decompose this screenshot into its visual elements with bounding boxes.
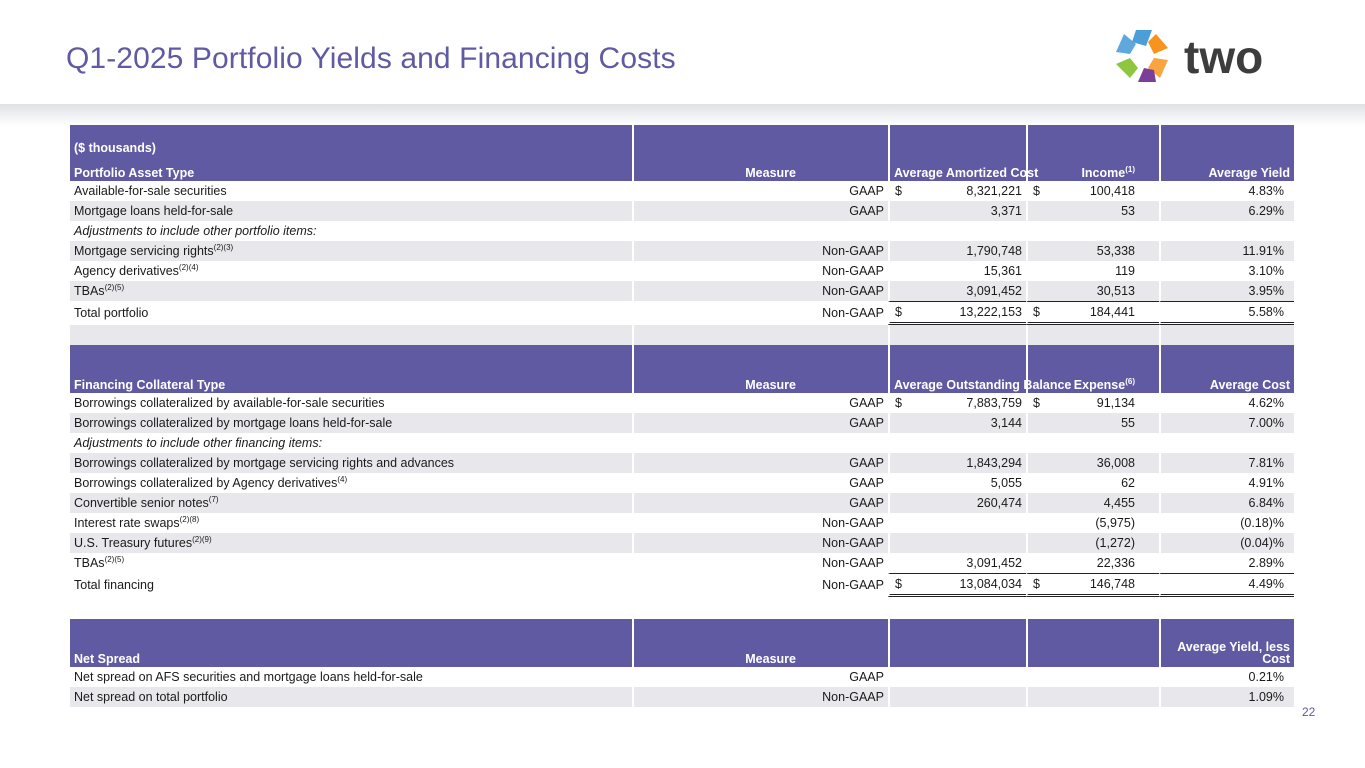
row-measure bbox=[632, 221, 888, 241]
row-amount-text: 100,418 bbox=[1089, 184, 1135, 198]
row-amount bbox=[1026, 221, 1159, 241]
row-balance bbox=[888, 553, 1026, 573]
rate-header-text: Average Cost bbox=[1209, 378, 1290, 392]
row-empty-2 bbox=[1026, 667, 1159, 687]
type-header-text: Net Spread bbox=[74, 652, 140, 666]
row-balance-text: 5,055 bbox=[990, 476, 1022, 490]
row-balance-text: 8,321,221 bbox=[966, 184, 1022, 198]
dollar-sign: $ bbox=[895, 184, 902, 198]
portfolio-type-header bbox=[70, 125, 632, 181]
row-balance bbox=[888, 453, 1026, 473]
row-rate bbox=[1159, 241, 1294, 261]
amount-header-text: Expense bbox=[1073, 378, 1126, 392]
row-label-text: Adjustments to include other financing items: bbox=[74, 436, 323, 450]
row-label-text: Interest rate swaps bbox=[74, 516, 180, 530]
type-header-text: Portfolio Asset Type bbox=[74, 166, 195, 180]
row-measure-text: Non-GAAP bbox=[822, 306, 884, 320]
row-measure bbox=[632, 667, 888, 687]
row-rate bbox=[1159, 301, 1294, 325]
row-label-text: Agency derivatives bbox=[74, 264, 179, 278]
row-balance bbox=[888, 493, 1026, 513]
row-rate bbox=[1159, 261, 1294, 281]
dollar-sign: $ bbox=[1033, 396, 1040, 410]
row-balance bbox=[888, 261, 1026, 281]
row-label bbox=[70, 533, 632, 553]
row-label bbox=[70, 201, 632, 221]
row-measure bbox=[632, 493, 888, 513]
row-footnote: (2)(3) bbox=[213, 243, 234, 252]
table-row bbox=[70, 201, 1294, 221]
row-rate-text: 11.91% bbox=[1242, 244, 1284, 258]
balance-header-text: Average Outstanding Balance bbox=[894, 378, 1072, 392]
table-row bbox=[70, 453, 1294, 473]
row-rate-text: 6.84% bbox=[1248, 496, 1284, 510]
row-balance-text: 15,361 bbox=[983, 264, 1022, 278]
type-header-text: Financing Collateral Type bbox=[74, 378, 226, 392]
row-balance-text: 3,091,452 bbox=[966, 284, 1022, 298]
row-rate-text: 7.00% bbox=[1248, 416, 1284, 430]
row-measure-text: Non-GAAP bbox=[822, 536, 884, 550]
row-rate bbox=[1159, 181, 1294, 201]
row-rate bbox=[1159, 667, 1294, 687]
row-measure-text: Non-GAAP bbox=[822, 578, 884, 592]
table-row bbox=[70, 553, 1294, 573]
row-label-text: Mortgage loans held-for-sale bbox=[74, 204, 234, 218]
row-amount bbox=[1026, 573, 1159, 597]
financing-rate-header bbox=[1159, 345, 1294, 393]
row-measure-text: Non-GAAP bbox=[822, 690, 884, 704]
row-label-text: Total financing bbox=[74, 578, 154, 592]
row-amount-text: 55 bbox=[1121, 416, 1135, 430]
row-amount-text: 146,748 bbox=[1089, 577, 1135, 591]
row-label-text: Borrowings collateralized by mortgage servicing rights and advances bbox=[74, 456, 455, 470]
row-measure bbox=[632, 513, 888, 533]
table-row bbox=[70, 473, 1294, 493]
row-amount-text: 62 bbox=[1121, 476, 1135, 490]
row-label-text: Net spread on AFS securities and mortgage loans held-for-sale bbox=[74, 670, 423, 684]
row-balance-text: 260,474 bbox=[976, 496, 1022, 510]
row-amount bbox=[1026, 241, 1159, 261]
row-amount bbox=[1026, 533, 1159, 553]
row-rate-text: 7.81% bbox=[1248, 456, 1284, 470]
row-balance bbox=[888, 573, 1026, 597]
row-rate bbox=[1159, 393, 1294, 413]
spread-empty-header-1 bbox=[888, 619, 1026, 667]
financing-type-header bbox=[70, 345, 632, 393]
row-rate-text: 6.29% bbox=[1248, 204, 1284, 218]
row-measure-text: GAAP bbox=[849, 670, 884, 684]
row-balance bbox=[888, 241, 1026, 261]
row-empty-1 bbox=[888, 667, 1026, 687]
row-rate bbox=[1159, 687, 1294, 707]
total-row bbox=[70, 573, 1294, 597]
row-measure-text: Non-GAAP bbox=[822, 264, 884, 278]
portfolio-balance-header bbox=[888, 125, 1039, 181]
row-amount-text: 36,008 bbox=[1096, 456, 1135, 470]
row-measure-text: Non-GAAP bbox=[822, 516, 884, 530]
table-row bbox=[70, 493, 1294, 513]
row-footnote: (2)(5) bbox=[104, 283, 125, 292]
units-label: ($ thousands) bbox=[74, 141, 156, 155]
table-row bbox=[70, 261, 1294, 281]
row-amount bbox=[1026, 281, 1159, 301]
balance-header-text: Average Amortized Cost bbox=[894, 166, 1039, 180]
row-balance bbox=[888, 533, 1026, 553]
row-label bbox=[70, 281, 632, 301]
row-balance-text: 13,084,034 bbox=[959, 577, 1022, 591]
row-rate-text: 3.95% bbox=[1248, 284, 1284, 298]
row-label bbox=[70, 241, 632, 261]
measure-header-text: Measure bbox=[745, 166, 796, 180]
row-amount bbox=[1026, 261, 1159, 281]
row-rate-text: 4.91% bbox=[1248, 476, 1284, 490]
row-label bbox=[70, 413, 632, 433]
row-label-text: TBAs bbox=[74, 284, 105, 298]
row-footnote: (4) bbox=[337, 475, 348, 484]
row-amount-text: 30,513 bbox=[1096, 284, 1135, 298]
row-rate-text: 5.58% bbox=[1248, 305, 1284, 319]
portfolio-measure-header bbox=[632, 125, 888, 181]
row-label bbox=[70, 473, 632, 493]
financing-balance-header bbox=[888, 345, 1072, 393]
row-amount-text: 91,134 bbox=[1096, 396, 1135, 410]
row-rate-text: 0.21% bbox=[1248, 670, 1284, 684]
row-amount-text: 53 bbox=[1121, 204, 1135, 218]
row-measure-text: GAAP bbox=[849, 396, 884, 410]
table-row bbox=[70, 221, 1294, 241]
row-measure bbox=[632, 553, 888, 573]
row-measure-text: GAAP bbox=[849, 476, 884, 490]
spread-header-row bbox=[70, 619, 1294, 667]
row-balance-text: 1,790,748 bbox=[966, 244, 1022, 258]
row-measure bbox=[632, 281, 888, 301]
row-amount-text: (1,272) bbox=[1095, 536, 1135, 550]
row-rate-text: 4.49% bbox=[1248, 577, 1284, 591]
table-row bbox=[70, 241, 1294, 261]
financing-measure-header bbox=[632, 345, 888, 393]
row-amount-text: 53,338 bbox=[1096, 244, 1135, 258]
dollar-sign: $ bbox=[895, 577, 902, 591]
row-amount bbox=[1026, 393, 1159, 413]
row-label bbox=[70, 493, 632, 513]
row-amount bbox=[1026, 493, 1159, 513]
row-rate-text: 1.09% bbox=[1248, 690, 1284, 704]
table-row bbox=[70, 667, 1294, 687]
portfolio-rate-header bbox=[1159, 125, 1294, 181]
row-measure-text: Non-GAAP bbox=[822, 244, 884, 258]
row-balance bbox=[888, 413, 1026, 433]
row-balance bbox=[888, 201, 1026, 221]
row-amount-text: 22,336 bbox=[1096, 556, 1135, 570]
row-amount bbox=[1026, 301, 1159, 325]
table-row bbox=[70, 393, 1294, 413]
row-label-text: TBAs bbox=[74, 556, 105, 570]
row-balance-text: 1,843,294 bbox=[966, 456, 1022, 470]
row-amount bbox=[1026, 453, 1159, 473]
spacer-row bbox=[70, 597, 1294, 619]
row-balance-text: 3,144 bbox=[990, 416, 1022, 430]
row-measure-text: Non-GAAP bbox=[822, 556, 884, 570]
row-balance bbox=[888, 473, 1026, 493]
row-label-text: U.S. Treasury futures bbox=[74, 536, 193, 550]
rate-header-text: Average Yield, less Cost bbox=[1177, 640, 1290, 666]
row-rate bbox=[1159, 473, 1294, 493]
row-measure bbox=[632, 687, 888, 707]
table-row bbox=[70, 413, 1294, 433]
row-balance bbox=[888, 281, 1026, 301]
row-measure-text: Non-GAAP bbox=[822, 284, 884, 298]
row-label bbox=[70, 513, 632, 533]
row-measure bbox=[632, 241, 888, 261]
financing-header-row bbox=[70, 345, 1294, 393]
row-rate bbox=[1159, 573, 1294, 597]
row-footnote: (2)(5) bbox=[104, 555, 125, 564]
page-title: Q1-2025 Portfolio Yields and Financing Costs bbox=[66, 42, 676, 75]
row-empty-2 bbox=[1026, 687, 1159, 707]
portfolio-header-row bbox=[70, 125, 1294, 181]
row-measure bbox=[632, 453, 888, 473]
row-rate bbox=[1159, 433, 1294, 453]
row-label bbox=[70, 687, 632, 707]
row-amount-text: (5,975) bbox=[1095, 516, 1135, 530]
row-balance-text: 3,371 bbox=[990, 204, 1022, 218]
rate-header-text: Average Yield bbox=[1208, 166, 1290, 180]
header-band bbox=[0, 104, 1365, 126]
row-amount bbox=[1026, 553, 1159, 573]
dollar-sign: $ bbox=[895, 305, 902, 319]
row-label-text: Adjustments to include other portfolio items: bbox=[74, 224, 317, 238]
total-row bbox=[70, 301, 1294, 325]
row-footnote: (2)(4) bbox=[178, 263, 199, 272]
row-rate bbox=[1159, 533, 1294, 553]
row-rate-text: 4.83% bbox=[1248, 184, 1284, 198]
table-row bbox=[70, 281, 1294, 301]
row-amount bbox=[1026, 413, 1159, 433]
spread-empty-header-2 bbox=[1026, 619, 1159, 667]
row-amount-text: 119 bbox=[1115, 264, 1135, 278]
row-amount bbox=[1026, 201, 1159, 221]
two-logo bbox=[1112, 26, 1292, 86]
row-label-text: Borrowings collateralized by mortgage loans held-for-sale bbox=[74, 416, 393, 430]
spread-measure-header bbox=[632, 619, 888, 667]
spread-rate-header bbox=[1159, 619, 1294, 667]
row-amount bbox=[1026, 433, 1159, 453]
row-amount bbox=[1026, 181, 1159, 201]
row-balance-text: 7,883,759 bbox=[966, 396, 1022, 410]
row-measure bbox=[632, 433, 888, 453]
dollar-sign: $ bbox=[1033, 184, 1040, 198]
table-row bbox=[70, 513, 1294, 533]
row-label bbox=[70, 573, 632, 597]
row-measure bbox=[632, 413, 888, 433]
row-measure-text: GAAP bbox=[849, 416, 884, 430]
row-rate-text: 4.62% bbox=[1248, 396, 1284, 410]
row-rate bbox=[1159, 413, 1294, 433]
row-rate bbox=[1159, 513, 1294, 533]
spread-type-header bbox=[70, 619, 632, 667]
row-rate-text: 2.89% bbox=[1248, 556, 1284, 570]
row-label bbox=[70, 393, 632, 413]
dollar-sign: $ bbox=[895, 396, 902, 410]
spacer-row bbox=[70, 325, 1294, 345]
row-measure bbox=[632, 201, 888, 221]
table-row bbox=[70, 687, 1294, 707]
row-measure-text: GAAP bbox=[849, 204, 884, 218]
yields-table bbox=[70, 125, 1294, 707]
amount-header-note: (1) bbox=[1125, 165, 1135, 174]
row-footnote: (2)(9) bbox=[192, 535, 212, 544]
row-rate bbox=[1159, 453, 1294, 473]
row-label bbox=[70, 181, 632, 201]
row-balance bbox=[888, 301, 1026, 325]
row-label bbox=[70, 221, 632, 241]
row-measure-text: GAAP bbox=[849, 456, 884, 470]
row-measure-text: GAAP bbox=[849, 184, 884, 198]
svg-text:two: two bbox=[1184, 31, 1264, 83]
row-measure bbox=[632, 533, 888, 553]
dollar-sign: $ bbox=[1033, 577, 1040, 591]
row-measure-text: GAAP bbox=[849, 496, 884, 510]
row-rate bbox=[1159, 493, 1294, 513]
row-label-text: Borrowings collateralized by Agency derivatives bbox=[74, 476, 338, 490]
row-balance bbox=[888, 221, 1026, 241]
row-label bbox=[70, 667, 632, 687]
row-balance bbox=[888, 181, 1026, 201]
amount-header-note: (6) bbox=[1125, 377, 1135, 386]
row-measure bbox=[632, 473, 888, 493]
row-measure bbox=[632, 393, 888, 413]
row-label bbox=[70, 261, 632, 281]
row-rate bbox=[1159, 553, 1294, 573]
row-label-text: Net spread on total portfolio bbox=[74, 690, 228, 704]
table-row bbox=[70, 181, 1294, 201]
row-rate-text: 3.10% bbox=[1248, 264, 1284, 278]
row-rate-text: (0.18)% bbox=[1240, 516, 1284, 530]
table-row bbox=[70, 433, 1294, 453]
amount-header-text: Income bbox=[1081, 166, 1126, 180]
measure-header-text: Measure bbox=[745, 378, 796, 392]
row-label bbox=[70, 301, 632, 325]
row-footnote: (7) bbox=[208, 495, 219, 504]
row-measure bbox=[632, 261, 888, 281]
row-amount-text: 4,455 bbox=[1103, 496, 1135, 510]
row-balance-text: 13,222,153 bbox=[959, 305, 1022, 319]
row-label bbox=[70, 453, 632, 473]
row-balance bbox=[888, 433, 1026, 453]
row-measure bbox=[632, 301, 888, 325]
row-label-text: Mortgage servicing rights bbox=[74, 244, 214, 258]
portfolio-amount-header bbox=[1026, 125, 1159, 181]
row-amount bbox=[1026, 513, 1159, 533]
row-rate-text: (0.04)% bbox=[1240, 536, 1284, 550]
row-measure bbox=[632, 573, 888, 597]
row-label-text: Available-for-sale securities bbox=[74, 184, 227, 198]
logo-mark-icon bbox=[1112, 26, 1292, 86]
row-label-text: Borrowings collateralized by available-for-sale securities bbox=[74, 396, 385, 410]
row-rate bbox=[1159, 221, 1294, 241]
table-row bbox=[70, 533, 1294, 553]
row-empty-1 bbox=[888, 687, 1026, 707]
row-rate bbox=[1159, 281, 1294, 301]
measure-header-text: Measure bbox=[745, 652, 796, 666]
row-label-text: Total portfolio bbox=[74, 306, 149, 320]
row-label bbox=[70, 433, 632, 453]
row-label bbox=[70, 553, 632, 573]
row-balance-text: 3,091,452 bbox=[966, 556, 1022, 570]
row-footnote: (2)(8) bbox=[179, 515, 200, 524]
row-balance bbox=[888, 393, 1026, 413]
row-measure bbox=[632, 181, 888, 201]
row-rate bbox=[1159, 201, 1294, 221]
row-amount-text: 184,441 bbox=[1089, 305, 1135, 319]
row-balance bbox=[888, 513, 1026, 533]
page-number: 22 bbox=[1302, 705, 1316, 719]
row-label-text: Convertible senior notes bbox=[74, 496, 209, 510]
dollar-sign: $ bbox=[1033, 305, 1040, 319]
row-amount bbox=[1026, 473, 1159, 493]
